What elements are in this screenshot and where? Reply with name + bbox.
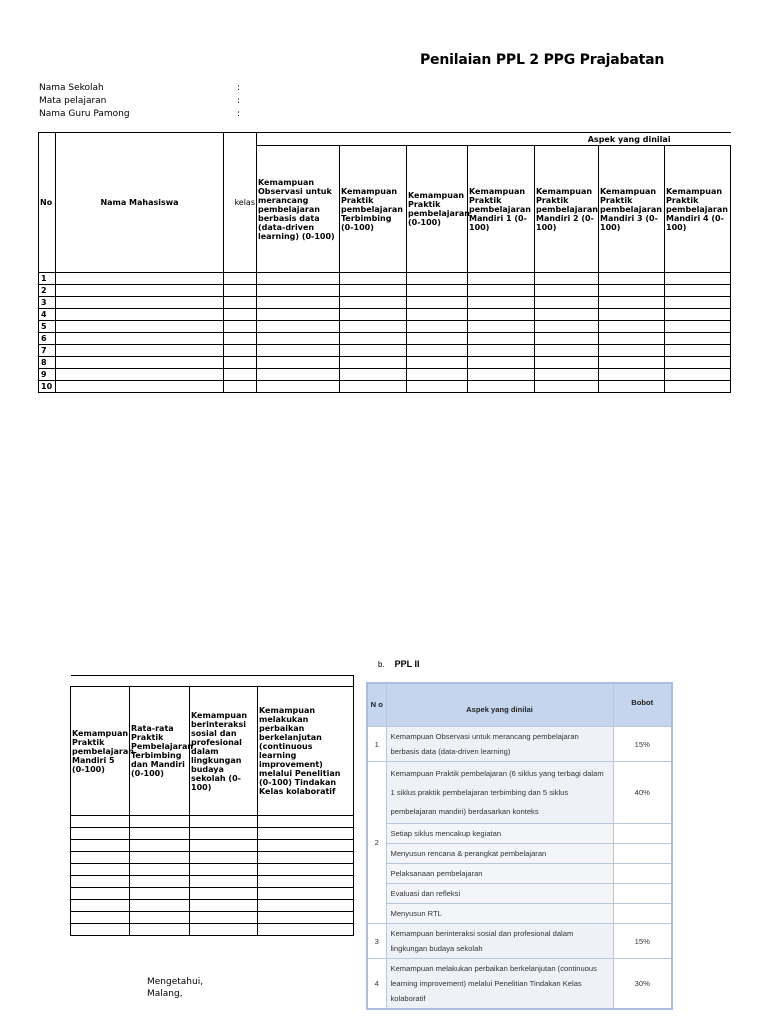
continuation-row [71, 912, 354, 924]
grade-cell [407, 333, 468, 345]
grade-cell [468, 369, 535, 381]
meta-label: Nama Guru Pamong [39, 109, 130, 119]
grade-cell [258, 900, 354, 912]
grade-cell [71, 876, 130, 888]
grade-cell [190, 876, 258, 888]
grade-cell [71, 912, 130, 924]
continuation-row [71, 816, 354, 828]
student-row [39, 357, 731, 369]
ppl2-subrow [367, 824, 672, 844]
row-number: 1 [39, 273, 56, 285]
header-rata-rata: Rata-rata Praktik Pembelajaran Terbimbing dan Mandiri (0-100) [130, 687, 190, 816]
grade-cell [665, 273, 731, 285]
meta-colon: : [237, 83, 241, 93]
grade-cell [224, 321, 257, 333]
grade-cell [224, 309, 257, 321]
grade-cell [56, 381, 224, 393]
grade-cell [599, 285, 665, 297]
grade-cell [665, 381, 731, 393]
grade-cell [468, 345, 535, 357]
grade-cell [258, 816, 354, 828]
grade-cell [257, 345, 340, 357]
grade-cell [468, 297, 535, 309]
grade-cell [340, 309, 407, 321]
ppl2-title: PPL II [394, 659, 420, 669]
grade-cell [190, 852, 258, 864]
grade-cell [258, 864, 354, 876]
grade-cell [535, 345, 599, 357]
continuation-row [71, 876, 354, 888]
grade-cell [71, 816, 130, 828]
identity-fields [39, 82, 241, 121]
header-aspect-terbimbing: Kemampuan Praktik pembelajaran Terbimbing (0-100) [340, 146, 407, 273]
grade-cell [258, 924, 354, 936]
grade-cell [665, 297, 731, 309]
ppl2-sub-bobot [613, 844, 672, 864]
ppl2-no: 1 [367, 727, 386, 762]
grade-cell [468, 381, 535, 393]
grade-cell [130, 816, 190, 828]
grade-cell [340, 321, 407, 333]
row-number: 2 [39, 285, 56, 297]
ppl2-bobot: 30% [613, 959, 672, 1010]
ppl2-subrow [367, 864, 672, 884]
grade-cell [468, 321, 535, 333]
ppl2-sub-bobot [613, 864, 672, 884]
grade-cell [258, 876, 354, 888]
grade-cell [407, 381, 468, 393]
header-no: No [39, 133, 56, 273]
grade-cell [257, 321, 340, 333]
grade-cell [665, 357, 731, 369]
meta-row-sekolah [39, 82, 241, 95]
grade-cell [535, 285, 599, 297]
header-aspect-praktik: Kemampuan Praktik pembelajaran (0-100) [407, 146, 468, 273]
ppl2-sub-bobot [613, 904, 672, 924]
grade-cell [340, 285, 407, 297]
signature-block [147, 976, 203, 1000]
grade-cell [71, 828, 130, 840]
row-number: 6 [39, 333, 56, 345]
grade-cell [340, 345, 407, 357]
grade-cell [407, 345, 468, 357]
grade-cell [535, 309, 599, 321]
ppl2-header-no: N o [367, 683, 386, 727]
grade-cell [340, 381, 407, 393]
grade-cell [665, 333, 731, 345]
grade-cell [71, 924, 130, 936]
grade-cell [130, 864, 190, 876]
grade-cell [599, 357, 665, 369]
meta-label: Nama Sekolah [39, 83, 104, 93]
grade-cell [340, 369, 407, 381]
grade-cell [407, 369, 468, 381]
header-kelas: kelas [224, 133, 257, 273]
student-row [39, 285, 731, 297]
grade-cell [190, 828, 258, 840]
grade-cell [190, 840, 258, 852]
continuation-row [71, 864, 354, 876]
grade-cell [130, 852, 190, 864]
grade-cell [224, 297, 257, 309]
grade-cell [257, 297, 340, 309]
continuation-row [71, 924, 354, 936]
ppl2-no: 4 [367, 959, 386, 1010]
student-row [39, 273, 731, 285]
grade-cell [190, 816, 258, 828]
grade-cell [56, 345, 224, 357]
ppl2-row [367, 762, 672, 824]
header-mandiri-5: Kemampuan Praktik pembelajaran Mandiri 5 (0-100) [71, 687, 130, 816]
grade-cell [56, 369, 224, 381]
grade-cell [468, 285, 535, 297]
row-number: 3 [39, 297, 56, 309]
grade-cell [665, 369, 731, 381]
grade-cell [130, 876, 190, 888]
continuation-header-row [71, 687, 354, 816]
mengetahui-label: Mengetahui, [147, 977, 204, 987]
row-number: 10 [39, 381, 56, 393]
grade-cell [71, 900, 130, 912]
grade-cell [340, 273, 407, 285]
grade-cell [407, 309, 468, 321]
grade-cell [599, 381, 665, 393]
student-row [39, 369, 731, 381]
grade-cell [130, 840, 190, 852]
grade-cell [340, 297, 407, 309]
header-aspect-mandiri-2: Kemampuan Praktik pembelajaran Mandiri 2 (0-100) [535, 146, 599, 273]
ppl2-bobot: 40% [613, 762, 672, 824]
ppl2-weight-table [366, 682, 673, 1010]
ppl2-no: 3 [367, 924, 386, 959]
ppl2-header-row [367, 683, 672, 727]
header-aspek-group: Aspek yang dinilai [257, 133, 731, 146]
grade-cell [535, 297, 599, 309]
grade-cell [56, 297, 224, 309]
continuation-table [70, 675, 354, 936]
grade-cell [56, 333, 224, 345]
group-header-row [39, 133, 731, 146]
grade-cell [665, 285, 731, 297]
grade-cell [56, 309, 224, 321]
student-row [39, 333, 731, 345]
student-row [39, 309, 731, 321]
grade-cell [535, 369, 599, 381]
grade-cell [257, 273, 340, 285]
grade-cell [190, 900, 258, 912]
meta-colon: : [237, 96, 241, 106]
continuation-row [71, 852, 354, 864]
meta-label: Mata pelajaran [39, 96, 107, 106]
malang-label: Malang, [147, 989, 183, 999]
grade-cell [71, 852, 130, 864]
grade-cell [535, 381, 599, 393]
grade-cell [190, 912, 258, 924]
ppl2-header-bobot: Bobot [613, 683, 672, 727]
grade-cell [599, 345, 665, 357]
grade-cell [257, 333, 340, 345]
student-row [39, 297, 731, 309]
grade-cell [665, 321, 731, 333]
header-aspect-mandiri-4: Kemampuan Praktik pembelajaran Mandiri 4 (0-100) [665, 146, 731, 273]
ppl2-sub-aspect: Evaluasi dan refleksi [386, 884, 613, 904]
row-number: 8 [39, 357, 56, 369]
grade-cell [407, 357, 468, 369]
grade-cell [71, 888, 130, 900]
ppl2-no: 2 [367, 762, 386, 924]
meta-row-mapel [39, 95, 241, 108]
student-row [39, 381, 731, 393]
grade-cell [190, 888, 258, 900]
ppl2-header-aspek: Aspek yang dinilai [386, 683, 613, 727]
grade-cell [130, 924, 190, 936]
continuation-top-cell [71, 676, 354, 687]
ppl2-aspect: Kemampuan berinteraksi sosial dan profesional dalam lingkungan budaya sekolah [386, 924, 613, 959]
ppl2-sub-aspect: Menyusun RTL [386, 904, 613, 924]
grade-cell [665, 309, 731, 321]
continuation-row [71, 840, 354, 852]
grade-cell [340, 357, 407, 369]
grade-cell [224, 345, 257, 357]
grade-cell [407, 285, 468, 297]
grade-cell [56, 285, 224, 297]
grade-cell [599, 273, 665, 285]
continuation-row [71, 828, 354, 840]
grade-cell [599, 309, 665, 321]
ppl2-aspect: Kemampuan melakukan perbaikan berkelanjutan (continuous learning improvement) melalui Penelitian Tindakan Kelas kolaboratif [386, 959, 613, 1010]
ppl2-subrow [367, 904, 672, 924]
grade-cell [71, 840, 130, 852]
grade-cell [407, 273, 468, 285]
student-row [39, 321, 731, 333]
grade-cell [130, 912, 190, 924]
grade-cell [665, 345, 731, 357]
header-perbaikan-berkelanjutan: Kemampuan melakukan perbaikan berkelanjutan (continuous learning improvement) melalui Penelitian (0-100) Tindakan Kelas kolaboratif [258, 687, 354, 816]
grade-cell [535, 333, 599, 345]
grade-cell [56, 321, 224, 333]
ppl2-subrow [367, 844, 672, 864]
ppl2-row [367, 727, 672, 762]
grade-cell [535, 273, 599, 285]
grade-cell [257, 381, 340, 393]
grade-cell [599, 333, 665, 345]
grade-cell [535, 357, 599, 369]
grade-cell [224, 273, 257, 285]
page-title: Penilaian PPL 2 PPG Prajabatan [420, 52, 665, 68]
header-aspect-observasi: Kemampuan Observasi untuk merancang pembelajaran berbasis data (data-driven learning) (0-100) [257, 146, 340, 273]
grade-cell [258, 840, 354, 852]
ppl2-sub-aspect: Menyusun rencana & perangkat pembelajaran [386, 844, 613, 864]
grade-cell [468, 273, 535, 285]
grade-cell [257, 285, 340, 297]
header-interaksi-sosial: Kemampuan berinteraksi sosial dan profesional dalam lingkungan budaya sekolah (0-100) [190, 687, 258, 816]
continuation-row [71, 888, 354, 900]
grade-cell [407, 297, 468, 309]
ppl2-aspect: Kemampuan Observasi untuk merancang pembelajaran berbasis data (data-driven learning) [386, 727, 613, 762]
ppl2-aspect: Kemampuan Praktik pembelajaran (6 siklus yang terbagi dalam 1 siklus praktik pembelajaran terbimbing dan 5 siklus pembelajaran mandiri) berdasarkan konteks [386, 762, 613, 824]
continuation-top-row [71, 676, 354, 687]
ppl2-sub-bobot [613, 824, 672, 844]
grade-cell [130, 828, 190, 840]
grade-cell [190, 924, 258, 936]
ppl2-letter: b. [378, 660, 385, 669]
ppl2-row [367, 959, 672, 1010]
meta-row-guru [39, 108, 241, 121]
header-aspect-mandiri-1: Kemampuan Praktik pembelajaran Mandiri 1 (0-100) [468, 146, 535, 273]
grade-cell [224, 357, 257, 369]
ppl2-sub-bobot [613, 884, 672, 904]
grade-cell [224, 285, 257, 297]
ppl2-sub-aspect: Setiap siklus mencakup kegiatan [386, 824, 613, 844]
grade-cell [258, 828, 354, 840]
row-number: 7 [39, 345, 56, 357]
ppl2-heading [378, 659, 420, 669]
grade-cell [257, 357, 340, 369]
grade-cell [468, 357, 535, 369]
grading-table [38, 132, 731, 393]
grade-cell [468, 333, 535, 345]
grade-cell [257, 369, 340, 381]
grade-cell [224, 333, 257, 345]
grade-cell [224, 381, 257, 393]
grade-cell [468, 309, 535, 321]
ppl2-bobot: 15% [613, 727, 672, 762]
header-nama-mahasiswa: Nama Mahasiswa [56, 133, 224, 273]
ppl2-bobot: 15% [613, 924, 672, 959]
ppl2-row [367, 924, 672, 959]
grade-cell [56, 357, 224, 369]
row-number: 4 [39, 309, 56, 321]
grade-cell [258, 852, 354, 864]
grade-cell [599, 321, 665, 333]
student-row [39, 345, 731, 357]
header-aspect-mandiri-3: Kemampuan Praktik pembelajaran Mandiri 3 (0-100) [599, 146, 665, 273]
grade-cell [257, 309, 340, 321]
row-number: 9 [39, 369, 56, 381]
grade-cell [224, 369, 257, 381]
grade-cell [340, 333, 407, 345]
grade-cell [599, 369, 665, 381]
grade-cell [407, 321, 468, 333]
ppl2-subrow [367, 884, 672, 904]
grade-cell [535, 321, 599, 333]
grade-cell [130, 900, 190, 912]
grade-cell [258, 912, 354, 924]
grade-cell [56, 273, 224, 285]
grade-cell [71, 864, 130, 876]
ppl2-sub-aspect: Pelaksanaan pembelajaran [386, 864, 613, 884]
row-number: 5 [39, 321, 56, 333]
grade-cell [130, 888, 190, 900]
continuation-row [71, 900, 354, 912]
meta-colon: : [237, 109, 241, 119]
grade-cell [599, 297, 665, 309]
grade-cell [190, 864, 258, 876]
grade-cell [258, 888, 354, 900]
